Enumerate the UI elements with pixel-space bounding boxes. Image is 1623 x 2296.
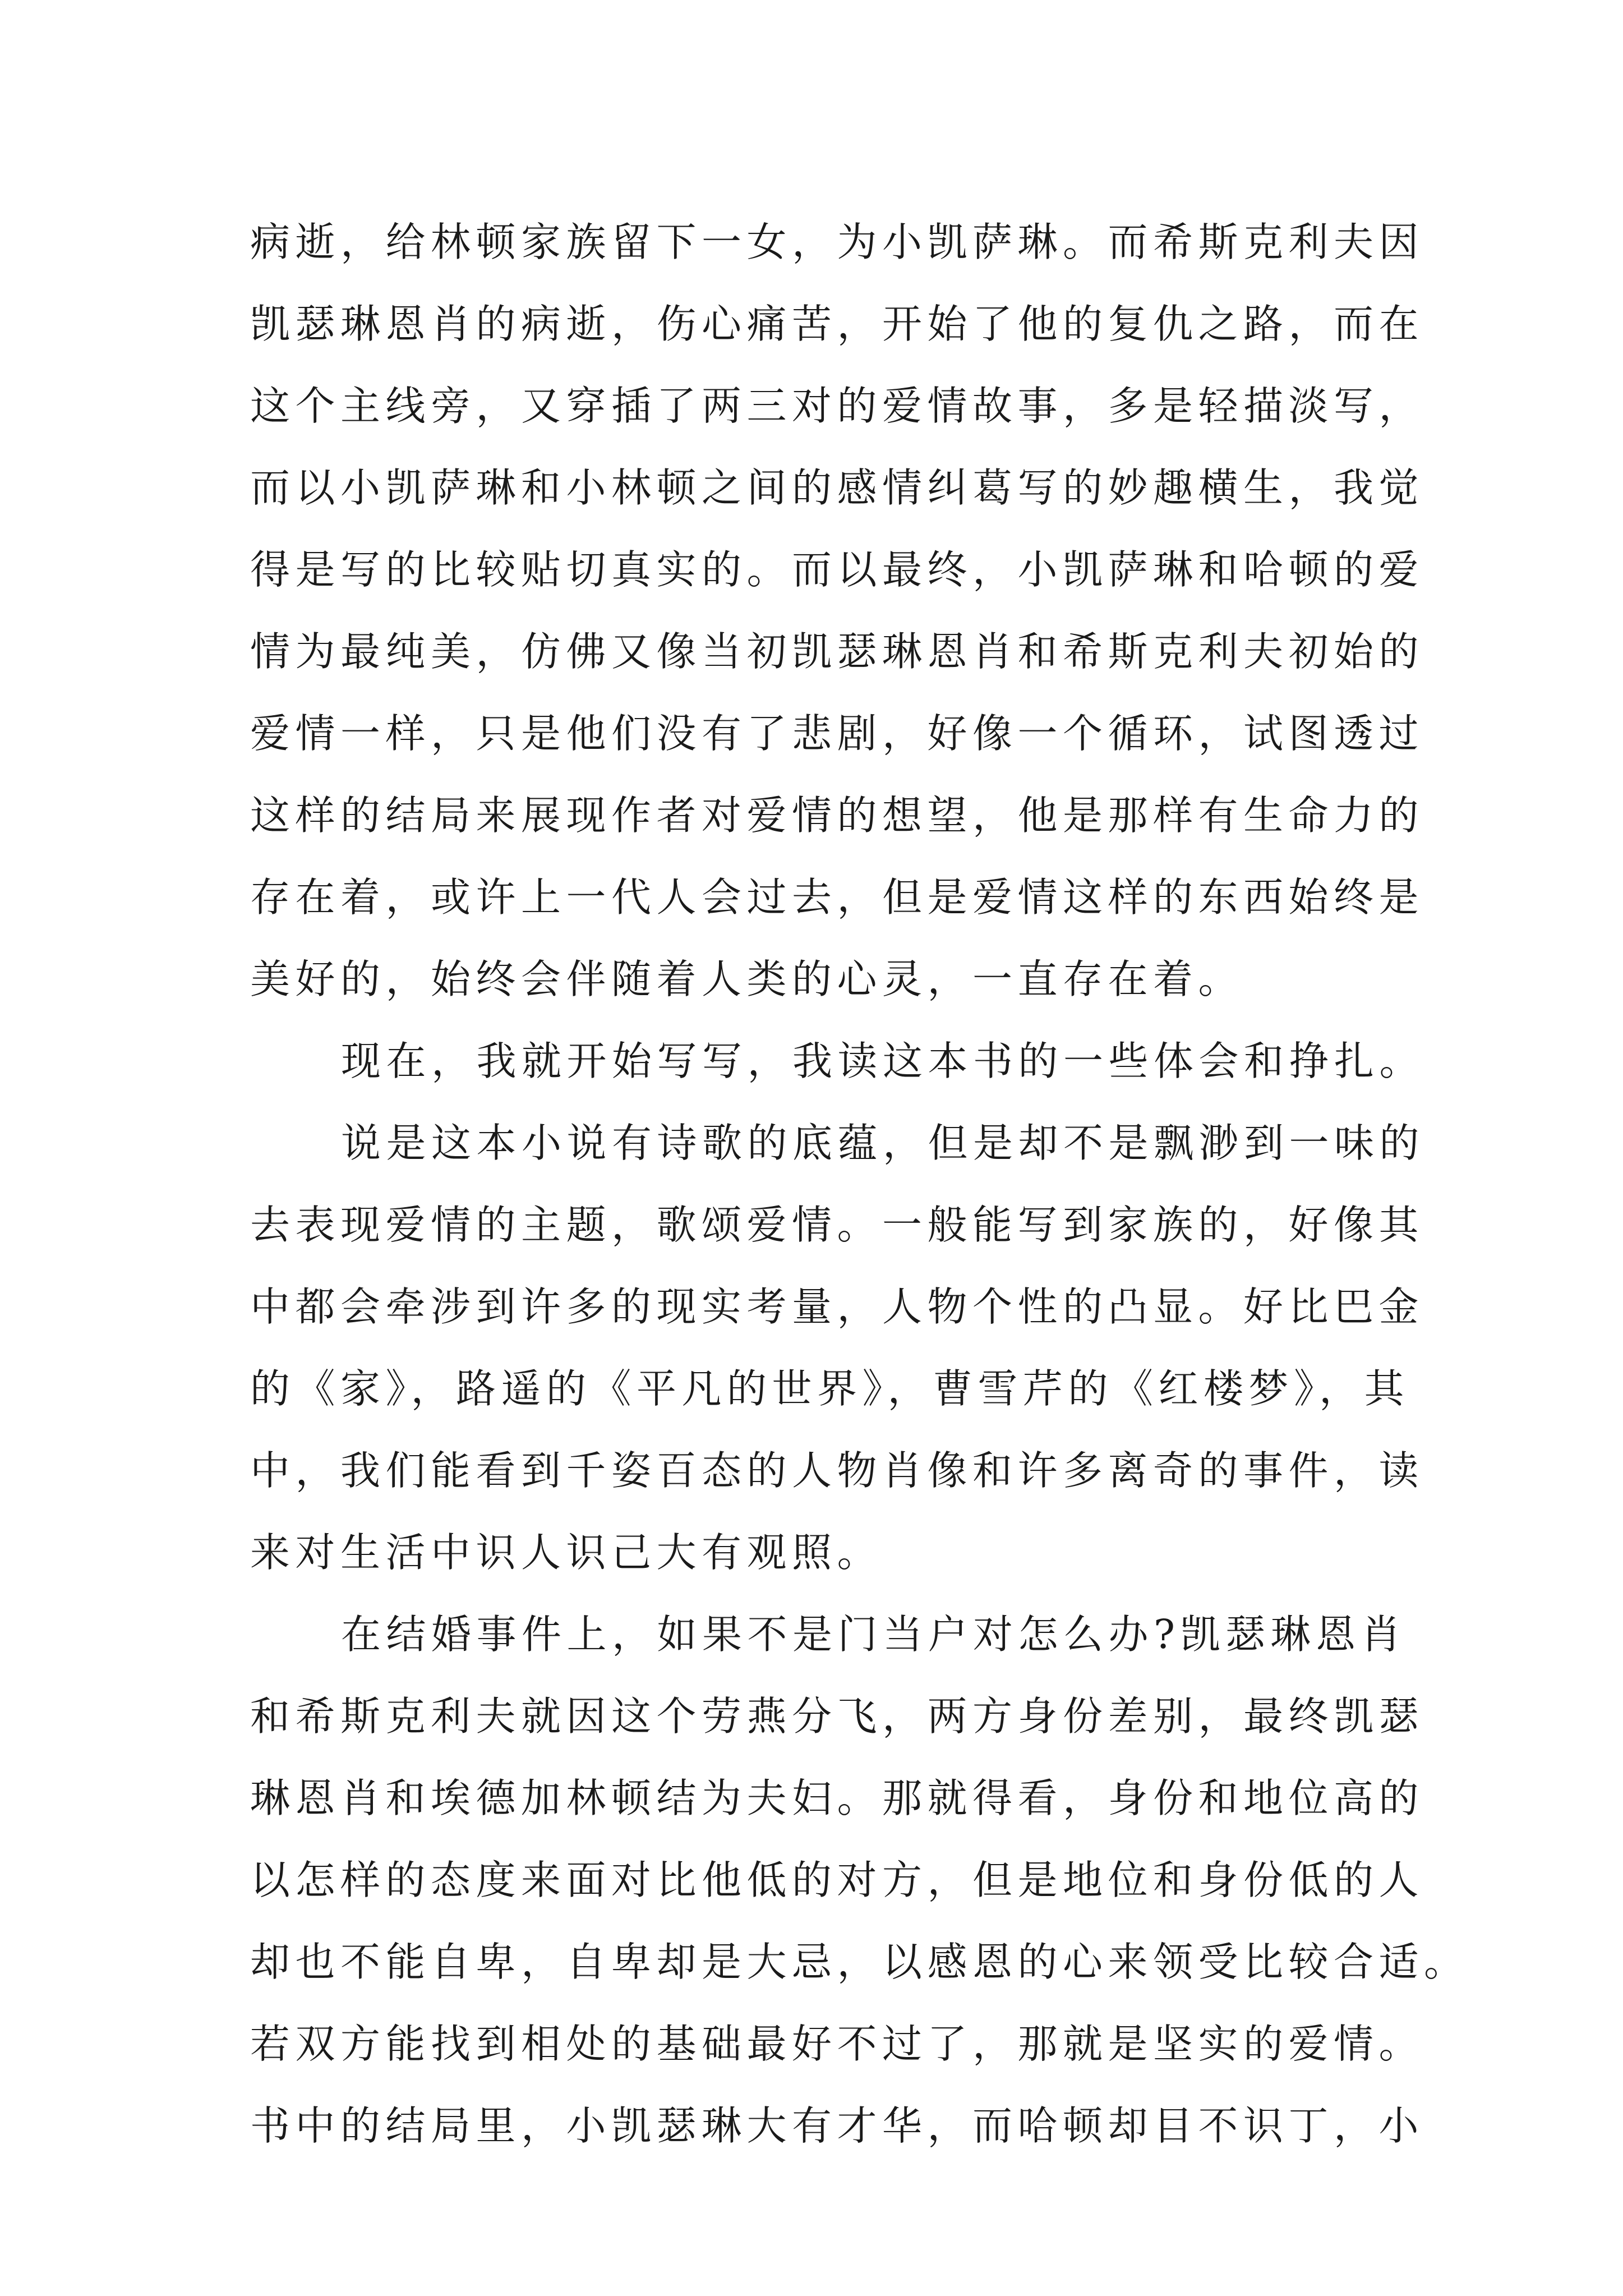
text-line: 而以小凯萨琳和小林顿之间的感情纠葛写的妙趣横生，我觉: [250, 464, 1424, 511]
text-line: 中都会牵涉到许多的现实考量，人物个性的凸显。好比巴金: [250, 1283, 1424, 1330]
paragraph-first-line: 现在，我就开始写写，我读这本书的一些体会和挣扎。: [341, 1038, 1425, 1084]
paragraph-first-line: 说是这本小说有诗歌的底蕴，但是却不是飘渺到一味的: [341, 1120, 1425, 1166]
text-line: 以怎样的态度来面对比他低的对方，但是地位和身份低的人: [250, 1857, 1424, 1903]
text-line: 去表现爱情的主题，歌颂爱情。一般能写到家族的，好像其: [250, 1202, 1424, 1248]
text-line: 情为最纯美，仿佛又像当初凯瑟琳恩肖和希斯克利夫初始的: [250, 628, 1424, 675]
text-line: 若双方能找到相处的基础最好不过了，那就是坚实的爱情。: [250, 2021, 1424, 2067]
text-line: 得是写的比较贴切真实的。而以最终，小凯萨琳和哈顿的爱: [250, 546, 1424, 593]
text-line: 书中的结局里，小凯瑟琳大有才华，而哈顿却目不识丁，小: [250, 2102, 1424, 2149]
text-line: 这样的结局来展现作者对爱情的想望，他是那样有生命力的: [250, 792, 1424, 839]
text-line: 琳恩肖和埃德加林顿结为夫妇。那就得看，身份和地位高的: [250, 1775, 1424, 1821]
text-line: 美好的，始终会伴随着人类的心灵，一直存在着。: [250, 956, 1244, 1002]
text-line: 中，我们能看到千姿百态的人物肖像和许多离奇的事件，读: [250, 1447, 1424, 1494]
text-line: 存在着，或许上一代人会过去，但是爱情这样的东西始终是: [250, 874, 1424, 921]
text-line: 来对生活中识人识己大有观照。: [250, 1529, 883, 1576]
text-line: 这个主线旁，又穿插了两三对的爱情故事，多是轻描淡写，: [250, 383, 1424, 429]
text-line: 却也不能自卑，自卑却是大忌，以感恩的心来领受比较合适。: [250, 1939, 1469, 1985]
text-line: 凯瑟琳恩肖的病逝，伤心痛苦，开始了他的复仇之路，而在: [250, 301, 1424, 347]
text-line: 病逝，给林顿家族留下一女，为小凯萨琳。而希斯克利夫因: [250, 219, 1424, 265]
paragraph-first-line: 在结婚事件上，如果不是门当户对怎么办?凯瑟琳恩肖: [341, 1611, 1407, 1658]
text-line: 爱情一样，只是他们没有了悲剧，好像一个循环，试图透过: [250, 710, 1424, 757]
text-line: 的《家》，路遥的《平凡的世界》，曹雪芹的《红楼梦》，其: [250, 1365, 1410, 1412]
text-line: 和希斯克利夫就因这个劳燕分飞，两方身份差别，最终凯瑟: [250, 1693, 1424, 1740]
